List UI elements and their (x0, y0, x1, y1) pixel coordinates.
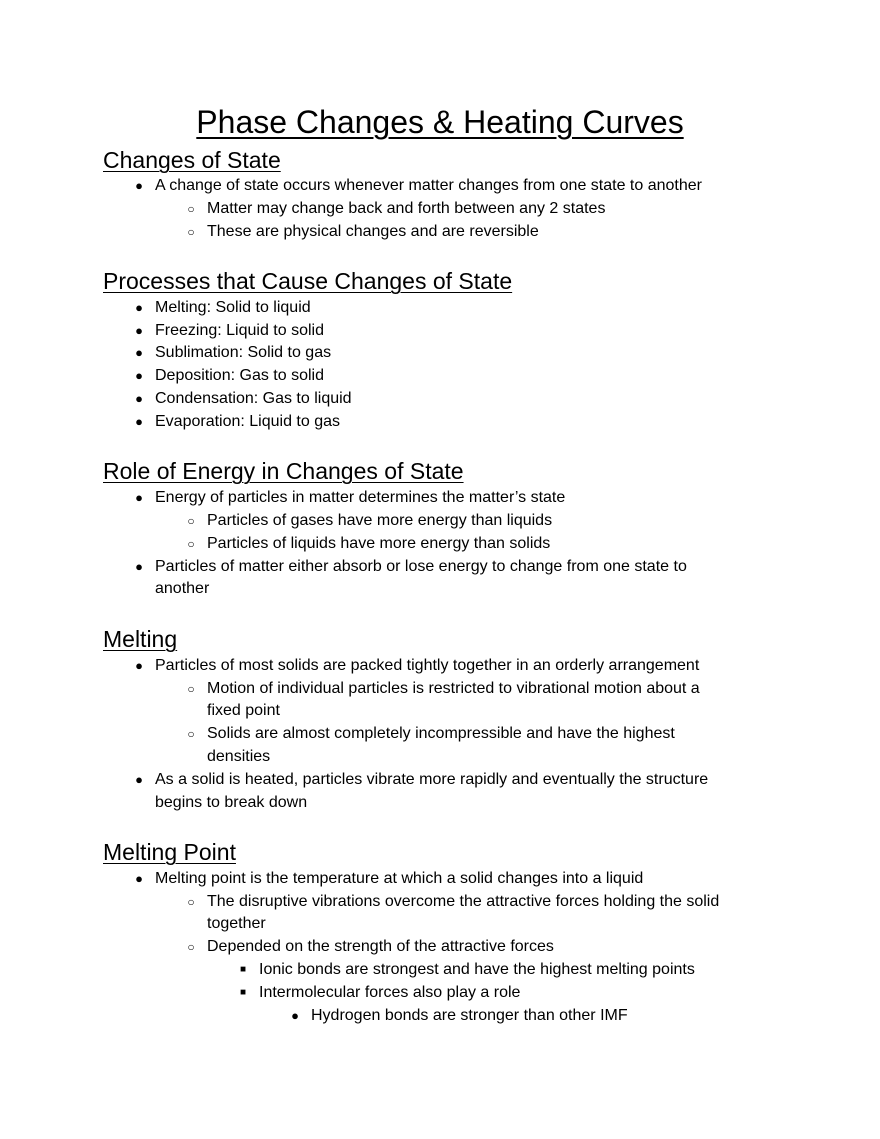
list-item-text: Energy of particles in matter determines the matter’s state (155, 489, 566, 506)
hollow-bullet-icon: ○ (187, 202, 195, 216)
list-item-continuation (155, 792, 307, 814)
list-item (187, 936, 554, 958)
list-item (135, 175, 702, 197)
list-item (187, 891, 720, 913)
list-item (135, 556, 687, 578)
list-item (187, 723, 675, 745)
list-item-text: Depended on the strength of the attractive forces (207, 938, 554, 955)
list-item (135, 769, 709, 791)
list-item-text: together (207, 915, 266, 932)
list-item (135, 342, 332, 364)
list-item-text: begins to break down (155, 794, 308, 811)
document-title: Phase Changes & Heating Curves (196, 104, 684, 140)
bullet-icon: ● (135, 300, 143, 315)
list-item-text: Particles of liquids have more energy than solids (207, 535, 551, 552)
list-item-text: Solids are almost completely incompressible and have the highest (207, 725, 675, 742)
bullet-icon: ● (135, 414, 143, 429)
list-item-continuation (207, 913, 266, 935)
list-item-text: Motion of individual particles is restricted to vibrational motion about a (207, 680, 700, 697)
list-item-continuation (155, 578, 209, 600)
list-item-text: Sublimation: Solid to gas (155, 344, 332, 361)
heading-role-of-energy: Role of Energy in Changes of State (103, 458, 464, 484)
heading-processes: Processes that Cause Changes of State (103, 268, 513, 294)
bullet-icon: ● (135, 323, 143, 338)
bullet-icon: ● (135, 368, 143, 383)
list-item-text: Hydrogen bonds are stronger than other IMF (311, 1007, 628, 1024)
list-item (135, 297, 311, 319)
list-item (187, 221, 539, 243)
hollow-bullet-icon: ○ (187, 225, 195, 239)
list-item-text: densities (207, 748, 271, 765)
list-item (135, 365, 324, 387)
bullet-icon: ● (135, 178, 143, 193)
list-item-continuation (207, 746, 270, 768)
list-item-text: A change of state occurs whenever matter changes from one state to another (155, 177, 702, 194)
hollow-bullet-icon: ○ (187, 727, 195, 741)
list-item (135, 320, 324, 342)
list-item-text: Particles of gases have more energy than liquids (207, 512, 553, 529)
list-item-text: As a solid is heated, particles vibrate more rapidly and eventually the structure (155, 771, 709, 788)
list-item-text: Freezing: Liquid to solid (155, 322, 324, 339)
list-item (135, 388, 352, 410)
bullet-icon: ● (135, 658, 143, 673)
hollow-bullet-icon: ○ (187, 895, 195, 909)
list-item (187, 510, 553, 532)
list-item-text: fixed point (207, 702, 280, 719)
list-item-text: another (155, 580, 210, 597)
square-bullet-icon: ■ (239, 987, 247, 998)
heading-melting: Melting (103, 626, 178, 652)
list-item-text: The disruptive vibrations overcome the attractive forces holding the solid (207, 893, 720, 910)
list-item-text: Matter may change back and forth between any 2 states (207, 200, 606, 217)
list-item-text: Intermolecular forces also play a role (259, 984, 521, 1001)
list-item (239, 959, 695, 981)
list-item-text: Condensation: Gas to liquid (155, 390, 352, 407)
list-item (135, 487, 566, 509)
bullet-icon: ● (135, 559, 143, 574)
list-item-text: Particles of matter either absorb or lose energy to change from one state to (155, 558, 687, 575)
list-item-text: Evaporation: Liquid to gas (155, 413, 341, 430)
list-item (135, 655, 700, 677)
bullet-icon: ● (135, 490, 143, 505)
list-item (135, 868, 644, 890)
hollow-bullet-icon: ○ (187, 537, 195, 551)
list-item (187, 533, 551, 555)
hollow-bullet-icon: ○ (187, 682, 195, 696)
list-item-text: Deposition: Gas to solid (155, 367, 324, 384)
heading-changes-of-state: Changes of State (103, 147, 281, 173)
list-item-text: Melting: Solid to liquid (155, 299, 311, 316)
list-item-text: Melting point is the temperature at which a solid changes into a liquid (155, 870, 644, 887)
list-item (187, 198, 606, 220)
bullet-icon: ● (291, 1008, 299, 1023)
bullet-icon: ● (135, 871, 143, 886)
list-item (239, 982, 521, 1004)
list-item (291, 1005, 628, 1027)
list-item (135, 411, 341, 433)
bullet-icon: ● (135, 391, 143, 406)
list-item-text: Particles of most solids are packed tightly together in an orderly arrangement (155, 657, 700, 674)
bullet-icon: ● (135, 345, 143, 360)
list-item-text: These are physical changes and are reversible (207, 223, 539, 240)
list-item-continuation (207, 700, 280, 722)
list-item-text: Ionic bonds are strongest and have the highest melting points (259, 961, 695, 978)
hollow-bullet-icon: ○ (187, 514, 195, 528)
list-item (187, 678, 700, 700)
hollow-bullet-icon: ○ (187, 940, 195, 954)
heading-melting-point: Melting Point (103, 839, 236, 865)
bullet-icon: ● (135, 772, 143, 787)
square-bullet-icon: ■ (239, 964, 247, 975)
